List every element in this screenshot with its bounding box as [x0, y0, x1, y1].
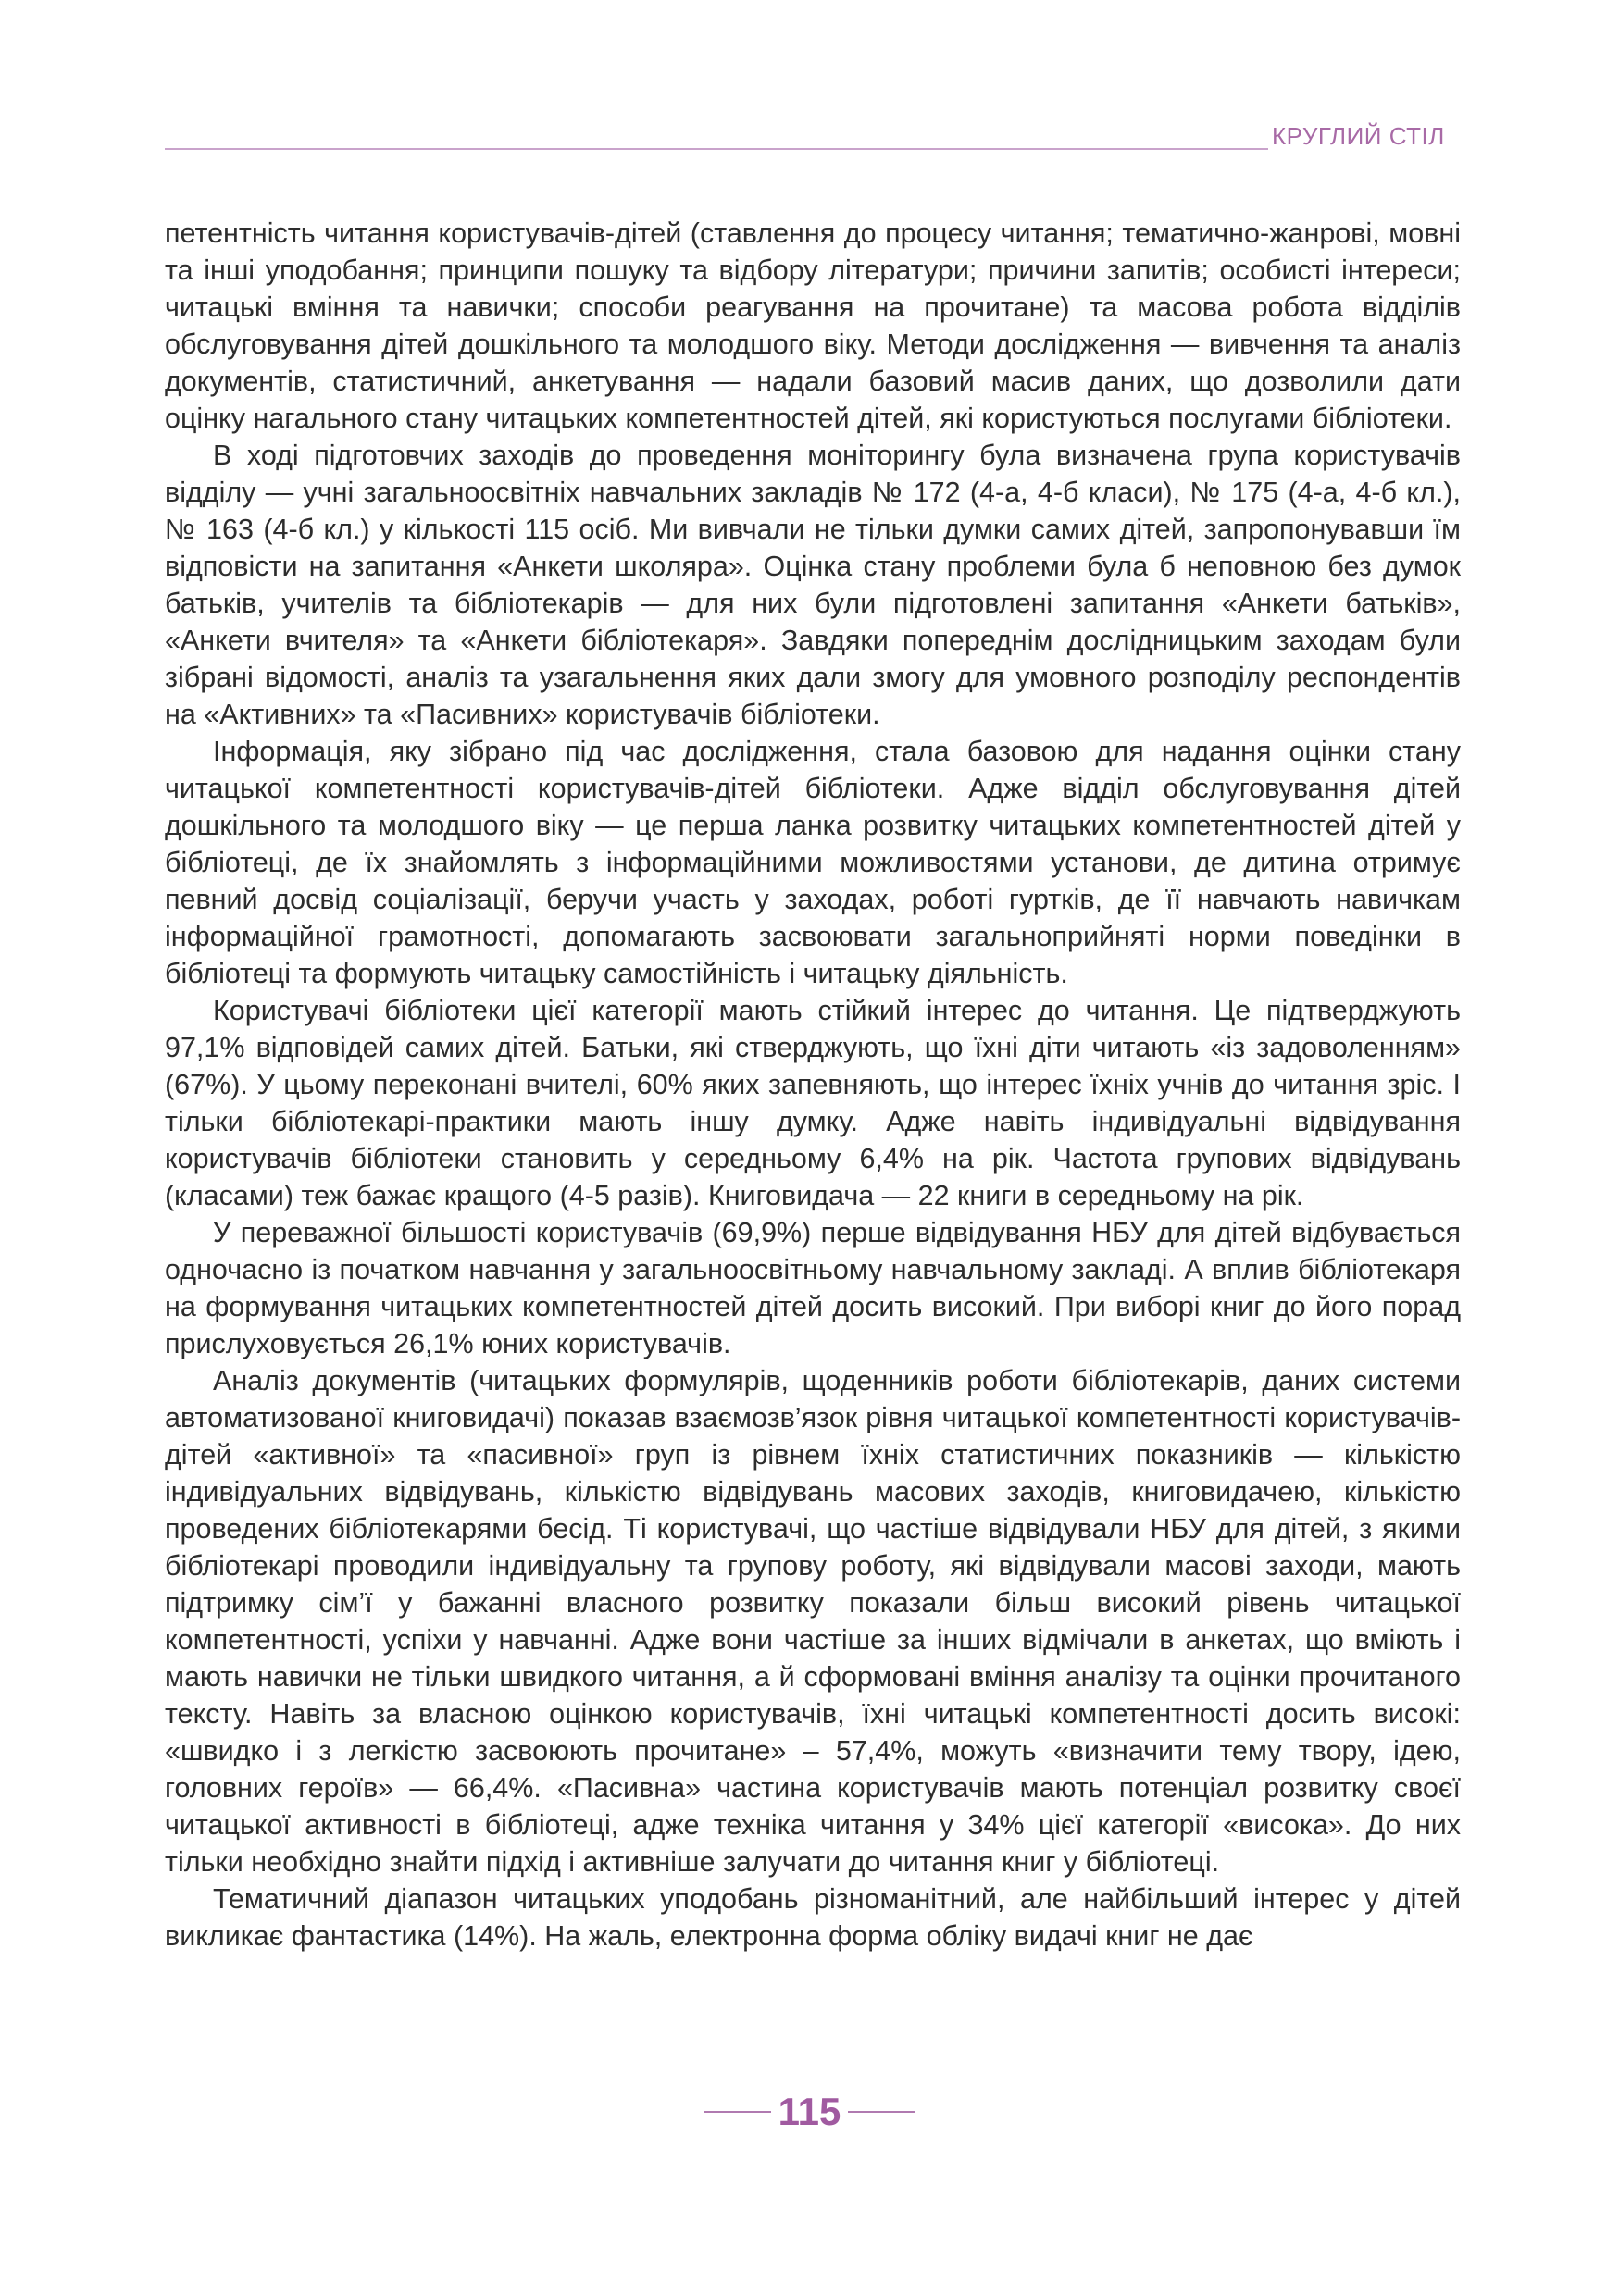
- article-body: [165, 215, 1461, 1955]
- header-rule: [165, 148, 1268, 150]
- footer-line-left: [704, 2111, 771, 2113]
- paragraph-7: Тематичний діапазон читацьких уподобань різноманітний, але найбільший інтерес у дітей викликає фантастика (14%). На жаль, електронна форма обліку видачі книг не дає: [165, 1883, 1461, 1952]
- section-title: КРУГЛИЙ СТІЛ: [1272, 122, 1445, 150]
- paragraph-6: Аналіз документів (читацьких формулярів, щоденників роботи бібліотекарів, даних системи автоматизованої книговидачі) показав взаємозв’язок рівня читацької компетентності користувачів-дітей «активної» та «пасивної» груп із рівнем їхніх статистичних показників — кількістю індивідуальних відвідувань, кількістю відвідувань масових заходів, книговидачею, кількістю проведених бібліотекарями бесід. Ті користувачі, що частіше відвідували НБУ для дітей, з якими бібліотекарі проводили індивідуальну та групову роботу, які відвідували масові заходи, мають підтримку сім’ї у бажанні власного розвитку показали більш високий рівень читацької компетентності, успіхи у навчанні. Адже вони частіше за інших відмічали в анкетах, що вміють і мають навички не тільки швидкого читання, а й сформовані вміння аналізу та оцінки прочитаного тексту. Навіть за власною оцінкою користувачів, їхні читацькі компетентності досить високі: «швидко і з легкістю засвоюють прочитане» – 57,4%, можуть «визначити тему твору, ідею, головних героїв» — 66,4%. «Пасивна» частина користувачів мають потенціал розвитку своєї читацької активності в бібліотеці, адже техніка читання у 34% цієї категорії «висока». До них тільки необхідно знайти підхід і активніше залучати до читання книг у бібліотеці.: [165, 1365, 1461, 1878]
- page-number: 115: [778, 2090, 841, 2133]
- paragraph-5: У переважної більшості користувачів (69,9%) перше відвідування НБУ для дітей відбувається одночасно із початком навчання у загальноосвітньому навчальному закладі. А вплив бібліотекаря на формування читацьких компетентностей дітей досить високий. При виборі книг до його порад прислуховується 26,1% юних користувачів.: [165, 1217, 1461, 1359]
- paragraph-3: Інформація, яку зібрано під час дослідження, стала базовою для надання оцінки стану читацької компетентності користувачів-дітей бібліотеки. Адже відділ обслуговування дітей дошкільного та молодшого віку — це перша ланка розвитку читацьких компетентностей дітей у бібліотеці, де їх знайомлять з інформаційними можливостями установи, де дитина отримує певний досвід соціалізації, беручи участь у заходах, роботі гуртків, де її навчають навичкам інформаційної грамотності, допомагають засвоювати загальноприйняті норми поведінки в бібліотеці та формують читацьку самостійність і читацьку діяльність.: [165, 736, 1461, 989]
- page-footer: [0, 2090, 1619, 2134]
- footer-line-right: [848, 2111, 915, 2113]
- paragraph-1: петентність читання користувачів-дітей (ставлення до процесу читання; тематично-жанрові, мовні та інші уподобання; принципи пошуку та відбору літератури; причини запитів; особисті інтереси; читацькі вміння та навички; способи реагування на прочитане) та масова робота відділів обслуговування дітей дошкільного та молодшого віку. Методи дослідження — вивчення та аналіз документів, статистичний, анкетування — надали базовий масив даних, що дозволили дати оцінку нагального стану читацьких компетентностей дітей, які користуються послугами бібліотеки.: [165, 217, 1461, 434]
- paragraph-2: В ході підготовчих заходів до проведення моніторингу була визначена група користувачів відділу — учні загальноосвітніх навчальних закладів № 172 (4-а, 4-б класи), № 175 (4-а, 4-б кл.), № 163 (4-б кл.) у кількості 115 осіб. Ми вивчали не тільки думки самих дітей, запропонувавши їм відповісти на запитання «Анкети школяра». Оцінка стану проблеми була б неповною без думок батьків, учителів та бібліотекарів — для них були підготовлені запитання «Анкети батьків», «Анкети вчителя» та «Анкети бібліотекаря». Завдяки попереднім дослідницьким заходам були зібрані відомості, аналіз та узагальнення яких дали змогу для умовного розподілу респондентів на «Активних» та «Пасивних» користувачів бібліотеки.: [165, 440, 1461, 730]
- paragraph-4: Користувачі бібліотеки цієї категорії мають стійкий інтерес до читання. Це підтверджують 97,1% відповідей самих дітей. Батьки, які стверджують, що їхні діти читають «із задоволенням» (67%). У цьому переконані вчителі, 60% яких запевняють, що інтерес їхніх учнів до читання зріс. І тільки бібліотекарі-практики мають іншу думку. Адже навіть індивідуальні відвідування користувачів бібліотеки становить у середньому 6,4% на рік. Частота групових відвідувань (класами) теж бажає кращого (4-5 разів). Книговидача — 22 книги в середньому на рік.: [165, 995, 1461, 1211]
